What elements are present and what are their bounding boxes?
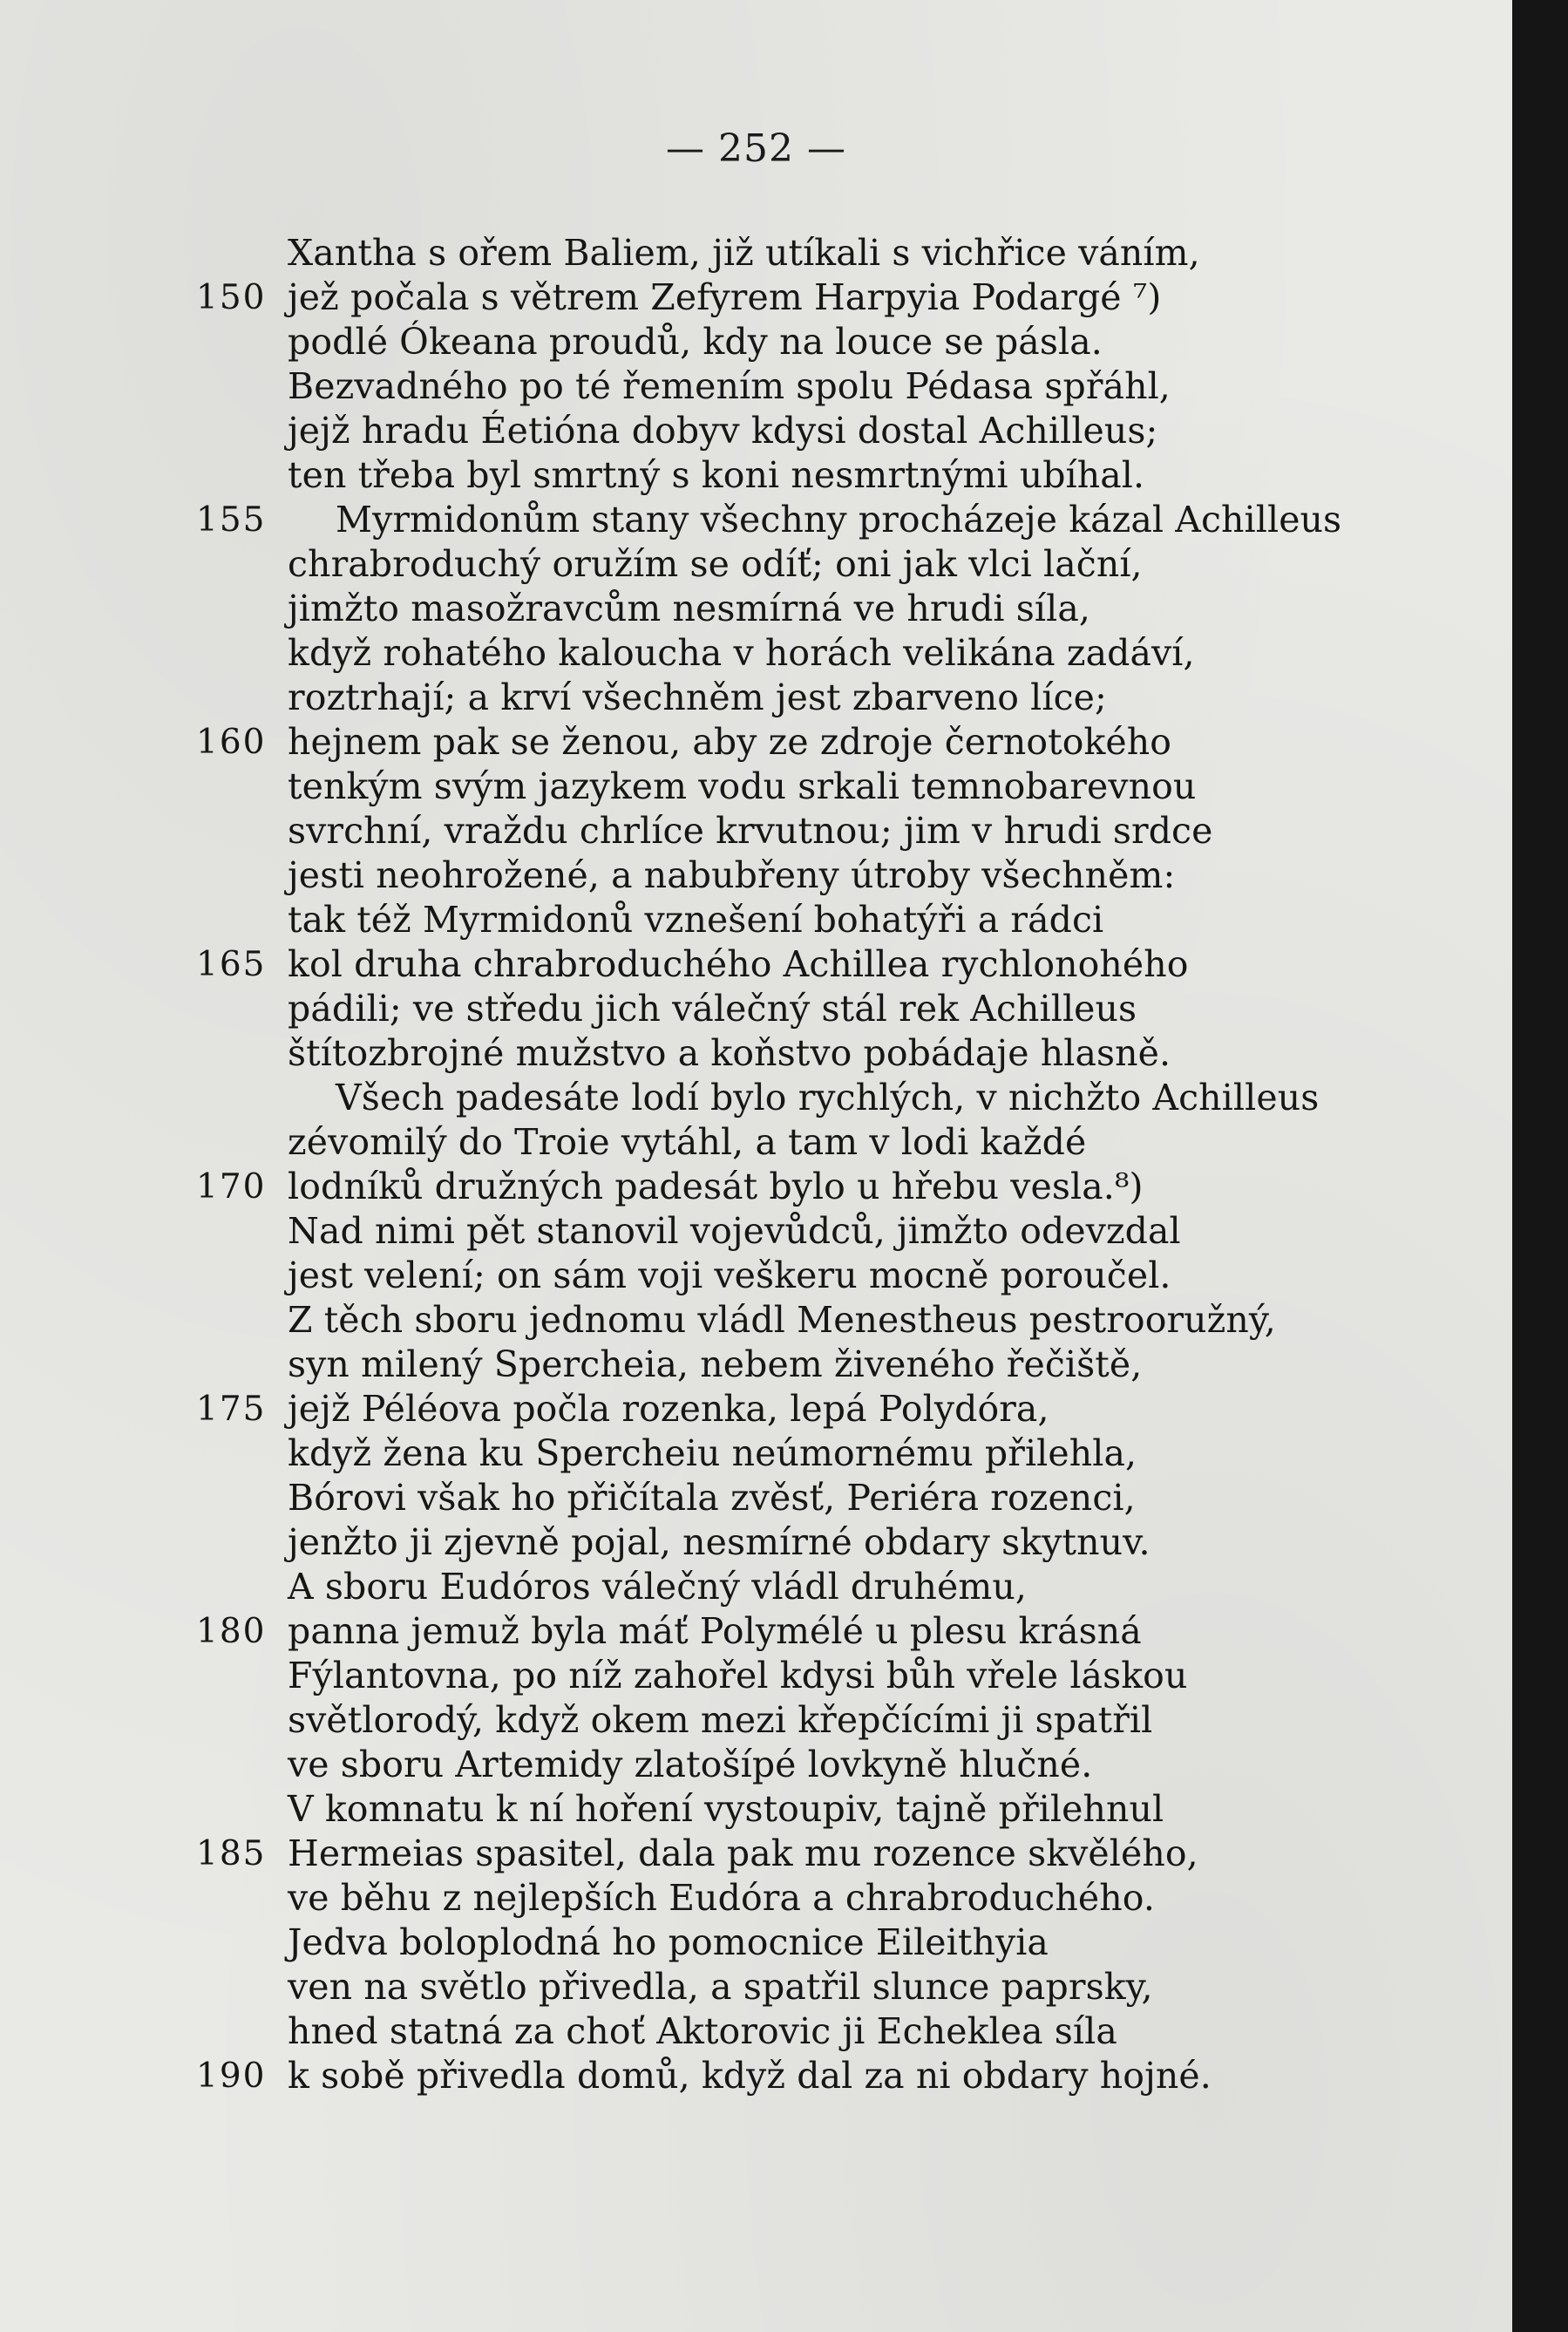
verse-line [0, 1298, 1512, 1343]
verse-line [0, 498, 1512, 542]
verse-line [0, 1876, 1512, 1921]
verse-text: Nad nimi pět stanovil vojevůdců, jimžto odevzdal [288, 1210, 1181, 1252]
verse-line [0, 631, 1512, 676]
verse-line [0, 364, 1512, 409]
verse-text: Xantha s ořem Baliem, již utíkali s vichřice váním, [288, 232, 1200, 274]
verse-line [0, 1743, 1512, 1787]
verse-text: pádili; ve středu jich válečný stál rek Achilleus [288, 988, 1137, 1030]
verse-line [0, 2009, 1512, 2054]
verse-text: svrchní, vraždu chrlíce krvutnou; jim v hrudi srdce [288, 810, 1213, 852]
verse-line [0, 1387, 1512, 1431]
verse-line-number: 155 [196, 500, 267, 540]
verse-text: jejž hradu Éetióna dobyv kdysi dostal Achilleus; [288, 410, 1158, 452]
verse-line-number: 185 [196, 1834, 267, 1873]
verse-text: Fýlantovna, po níž zahořel kdysi bůh vřele láskou [288, 1655, 1188, 1696]
verse-text: jenžto ji zjevně pojal, nesmírné obdary skytnuv. [288, 1521, 1151, 1563]
verse-text: jest velení; on sám voji veškeru mocně poroučel. [288, 1254, 1171, 1296]
verse-line [0, 1609, 1512, 1654]
verse-text: lodníků družných padesát bylo u hřebu vesla.⁸) [288, 1166, 1144, 1207]
verse-line [0, 587, 1512, 631]
verse-line [0, 1076, 1512, 1120]
verse-line [0, 676, 1512, 720]
verse-text: jimžto masožravcům nesmírná ve hrudi síla, [288, 588, 1091, 629]
verse-text: Jedva boloplodná ho pomocnice Eileithyia [288, 1921, 1049, 1963]
verse-text: ten třeba byl smrtný s koni nesmrtnými ubíhal. [288, 454, 1145, 496]
verse-text: ve běhu z nejlepších Eudóra a chrabroduchého. [288, 1877, 1155, 1919]
verse-line [0, 1254, 1512, 1298]
verse-line [0, 853, 1512, 898]
verse-line [0, 765, 1512, 809]
verse-line [0, 1476, 1512, 1520]
verse-text: kol druha chrabroduchého Achillea rychlonohého [288, 943, 1189, 985]
verse-line-number: 190 [196, 2057, 267, 2096]
verse-text: k sobě přivedla domů, když dal za ni obdary hojné. [288, 2055, 1212, 2097]
verse-text: panna jemuž byla máť Polymélé u plesu krásná [288, 1610, 1142, 1652]
verse-line [0, 1165, 1512, 1209]
verse-line [0, 942, 1512, 987]
verse-line [0, 1031, 1512, 1076]
verse-text: Bórovi však ho přičítala zvěsť, Periéra rozenci, [288, 1477, 1136, 1519]
verse-text: roztrhají; a krví všechněm jest zbarveno líce; [288, 676, 1107, 718]
verse-line [0, 320, 1512, 364]
verse-text: když žena ku Spercheiu neúmornému přilehla, [288, 1432, 1137, 1474]
verse-text: Myrmidonům stany všechny procházeje kázal Achilleus [336, 499, 1342, 541]
verse-text: tenkým svým jazykem vodu srkali temnobarevnou [288, 765, 1197, 807]
page-number: — 252 — [666, 126, 846, 171]
verse-text: jesti neohrožené, a nabubřeny útroby všechněm: [288, 854, 1176, 896]
verse-line-number: 180 [196, 1612, 267, 1651]
verse-text: chrabroduchý oružím se odíť; oni jak vlci lační, [288, 543, 1143, 585]
verse-line [0, 1209, 1512, 1254]
verse-text: Všech padesáte lodí bylo rychlých, v nichžto Achilleus [336, 1077, 1320, 1118]
verse-text: jež počala s větrem Zefyrem Harpyia Podargé ⁷) [288, 276, 1162, 318]
verse-line-number: 150 [196, 278, 267, 317]
verse-text: světlorodý, když okem mezi křepčícími ji spatřil [288, 1699, 1153, 1741]
verse-line-number: 170 [196, 1167, 267, 1207]
verse-block [0, 231, 1512, 2098]
verse-text: Hermeias spasitel, dala pak mu rozence skvělého, [288, 1832, 1198, 1874]
verse-text: hejnem pak se ženou, aby ze zdroje černotokého [288, 721, 1172, 763]
verse-line [0, 720, 1512, 765]
verse-line [0, 1120, 1512, 1165]
verse-text: ven na světlo přivedla, a spatřil slunce paprsky, [288, 1966, 1153, 2008]
verse-line [0, 453, 1512, 498]
verse-text: V komnatu k ní hoření vystoupiv, tajně přilehnul [288, 1788, 1164, 1830]
verse-text: zévomilý do Troie vytáhl, a tam v lodi každé [288, 1121, 1087, 1163]
verse-text: ve sboru Artemidy zlatošípé lovkyně hlučné. [288, 1744, 1093, 1785]
verse-line [0, 987, 1512, 1031]
verse-text: štítozbrojné mužstvo a koňstvo pobádaje hlasně. [288, 1032, 1171, 1074]
verse-line-number: 160 [196, 723, 267, 762]
verse-text: tak též Myrmidonů vznešení bohatýři a rádci [288, 899, 1104, 941]
verse-line [0, 409, 1512, 453]
verse-line [0, 2054, 1512, 2098]
page-edge-shadow [1512, 0, 1568, 2332]
verse-line [0, 1921, 1512, 1965]
verse-line [0, 1343, 1512, 1387]
verse-line [0, 1832, 1512, 1876]
verse-text: podlé Ókeana proudů, kdy na louce se pásla. [288, 321, 1103, 363]
verse-line [0, 1787, 1512, 1832]
verse-text: hned statná za choť Aktorovic ji Echeklea síla [288, 2010, 1117, 2052]
verse-line [0, 1431, 1512, 1476]
verse-text: jejž Péléova počla rozenka, lepá Polydóra, [288, 1388, 1049, 1430]
verse-text: Bezvadného po té řemením spolu Pédasa spřáhl, [288, 365, 1171, 407]
verse-line-number: 165 [196, 945, 267, 984]
verse-line [0, 275, 1512, 320]
verse-line-number: 175 [196, 1390, 267, 1429]
verse-line [0, 898, 1512, 942]
verse-line [0, 231, 1512, 275]
verse-text: Z těch sboru jednomu vládl Menestheus pestrooružný, [288, 1299, 1276, 1341]
verse-line [0, 1965, 1512, 2009]
verse-text: když rohatého kaloucha v horách velikána zadáví, [288, 632, 1195, 674]
verse-text: syn milený Spercheia, nebem živeného řečiště, [288, 1343, 1143, 1385]
verse-line [0, 1565, 1512, 1609]
verse-line [0, 542, 1512, 587]
verse-line [0, 809, 1512, 853]
verse-line [0, 1520, 1512, 1565]
verse-text: A sboru Eudóros válečný vládl druhému, [288, 1566, 1027, 1608]
verse-line [0, 1654, 1512, 1698]
verse-line [0, 1698, 1512, 1743]
